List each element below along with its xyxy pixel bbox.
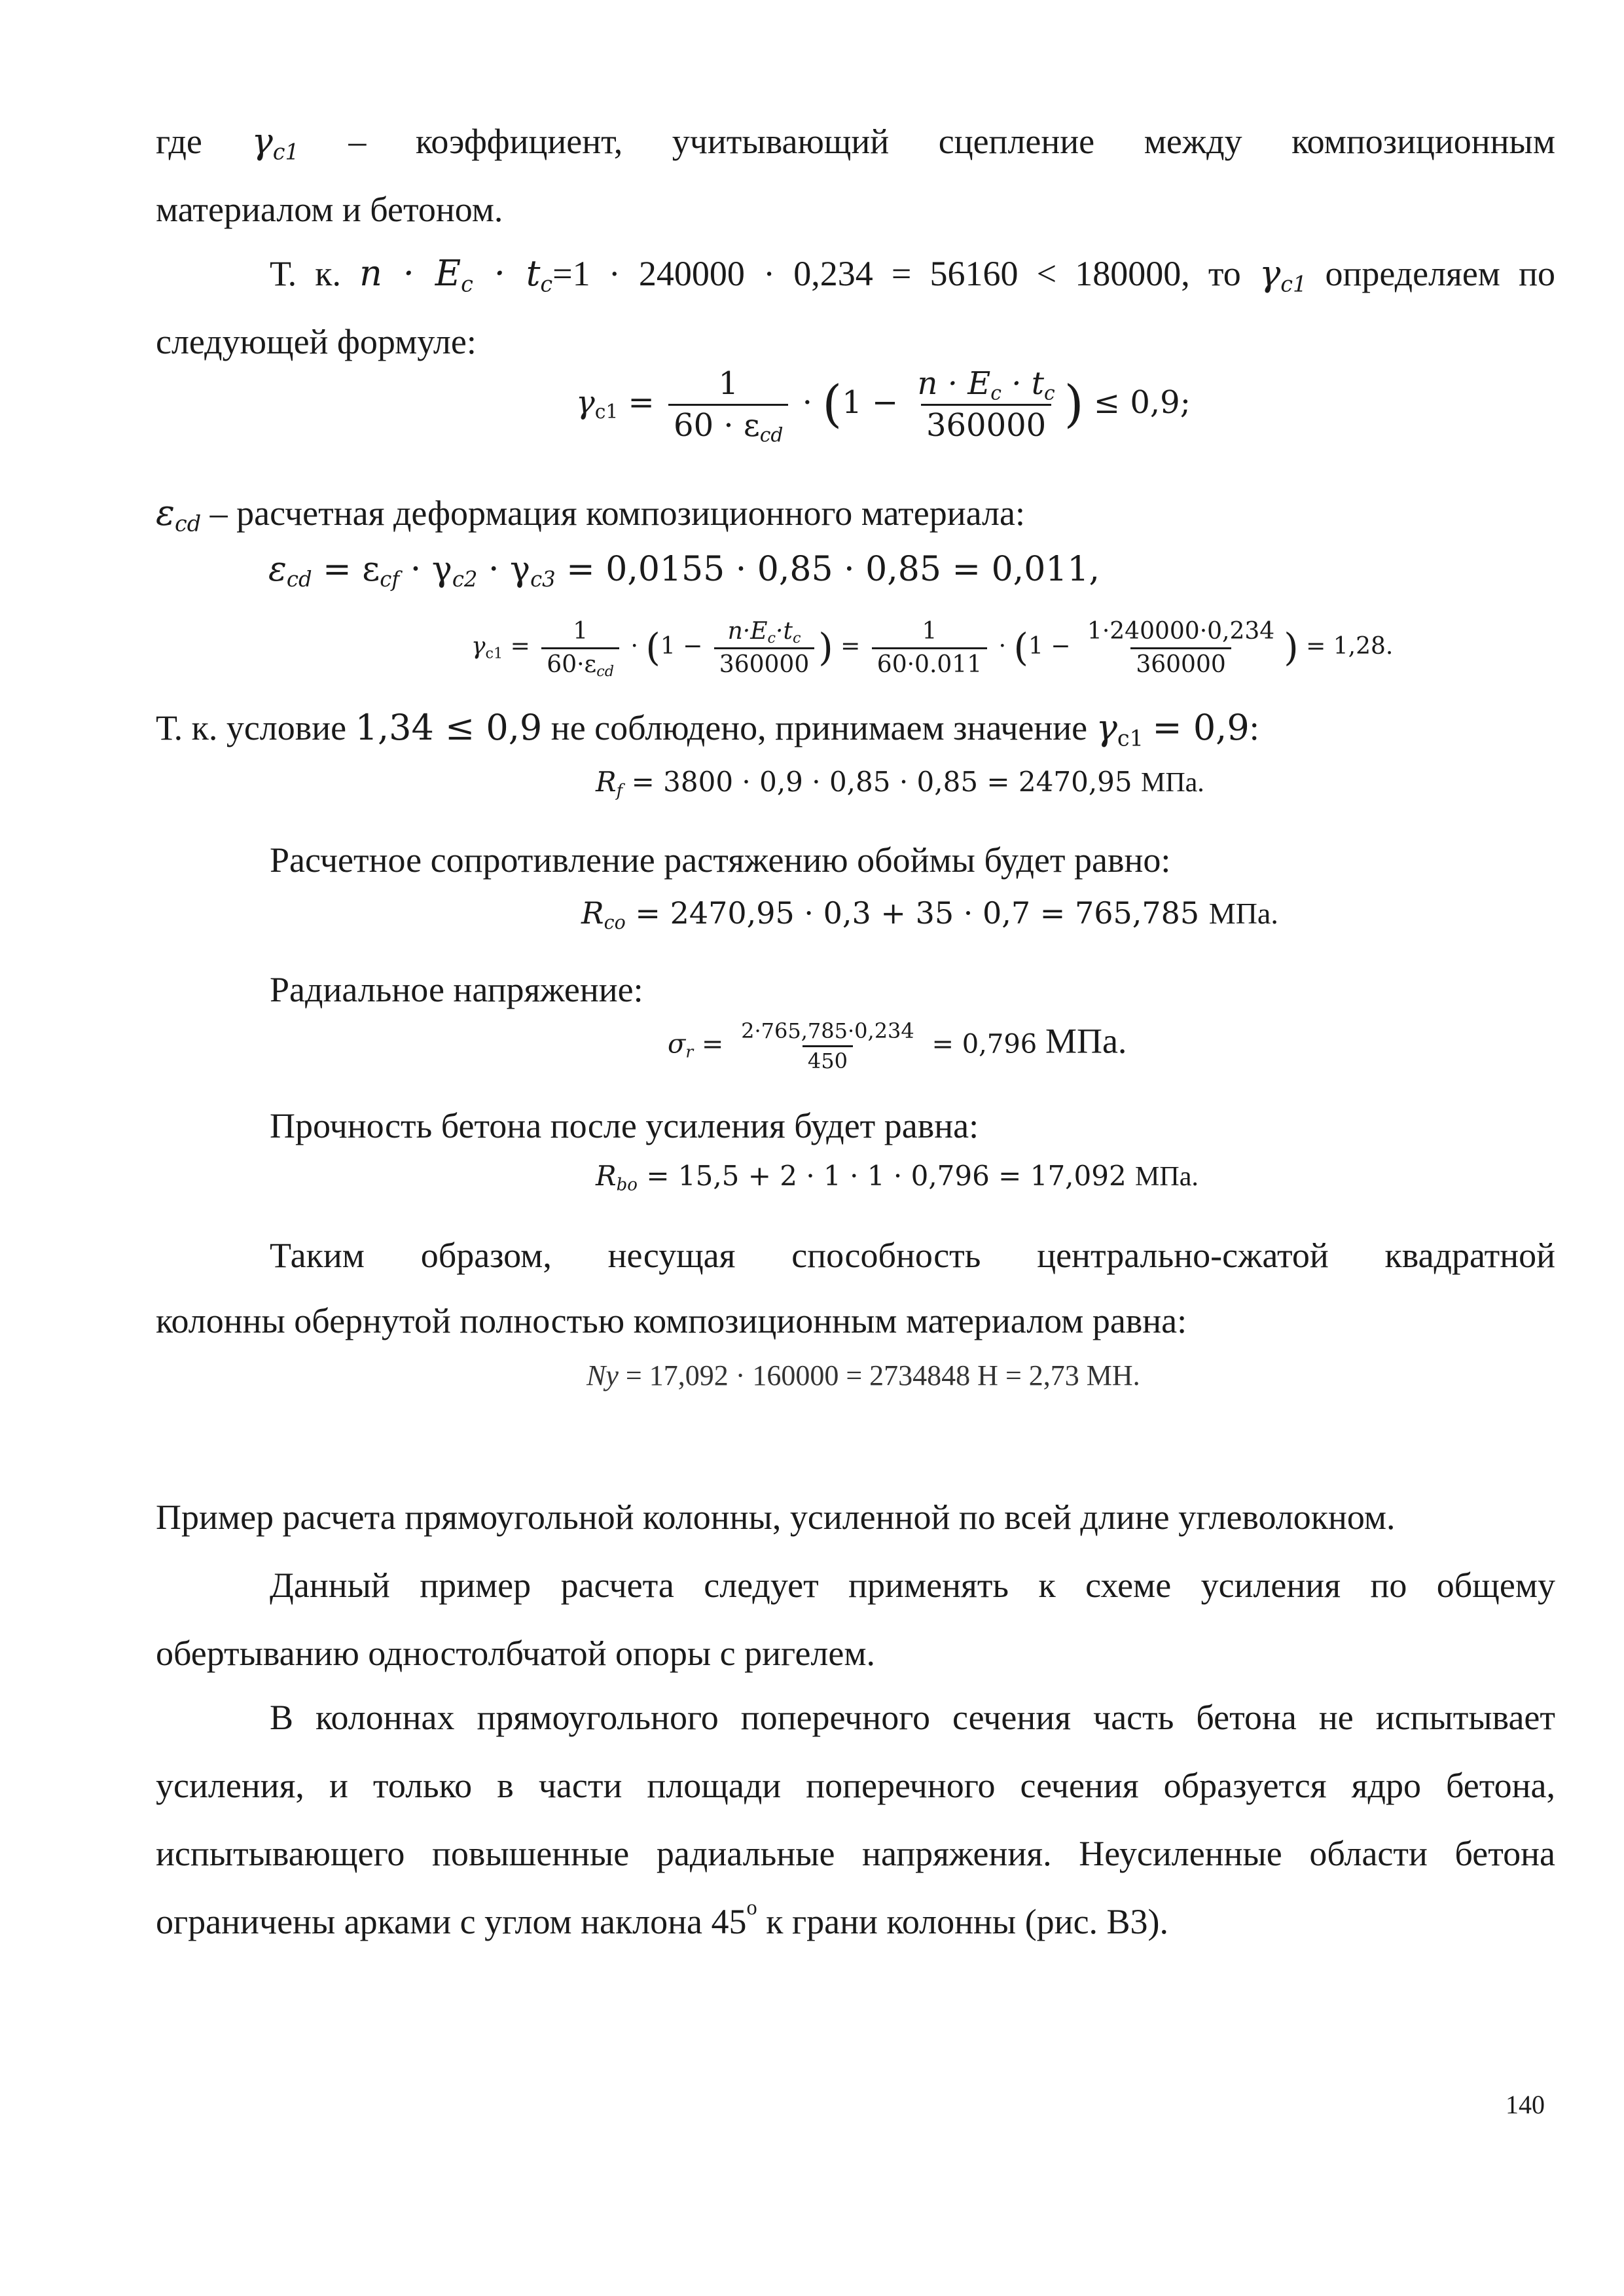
para-gamma-def-line2: материалом и бетоном. — [156, 190, 503, 229]
para-rco-intro: Расчетное сопротивление растяжению обоймы будет равно: — [270, 840, 1171, 880]
para-rect-columns — [156, 1683, 1555, 1956]
equation-sigma-r: $\sigma_r$ = $\frac{2\cdot 765,785\cdot 0,234}{450}$ = 0,796 МПа. — [668, 1018, 1127, 1074]
text: – коэффициент, учитывающий сцепление между композиционным — [348, 122, 1555, 161]
math-gamma-c1: $\gamma_{c1}$ — [251, 120, 299, 165]
text: к грани колонны (рис. В3). — [757, 1902, 1169, 1941]
text: Т. к. условие — [156, 708, 347, 747]
text: Т. к. — [270, 254, 341, 293]
para-eps-def: $\varepsilon_{cd}$ – расчетная деформация композиционного материала: — [156, 492, 1025, 537]
text: – расчетная деформация композиционного материала: — [209, 493, 1025, 533]
equation-gamma-c1-calc: $\gamma_{c1}$ = $\frac{1}{60\cdot\varepsilon_{cd}}$ · (1 − $\frac{n\cdot E_c\cdot t_c}{360000}$ ) = $\frac{1}{60\cdot 0.011}$ · (1 − $\frac{1\cdot 240000\cdot 0,234}{360000}$ ) = 1,28. — [471, 618, 1394, 680]
para-example-scope: Данный пример расчета следует применять к схеме усиления по общему обертыванию одностолбчатой опоры с ригелем. — [156, 1566, 1555, 1673]
para-example-heading: Пример расчета прямоугольной колонны, усиленной по всей длине углеволокном. — [156, 1498, 1396, 1537]
para-capacity-line1: Таким образом, несущая способность центрально-сжатой квадратной — [270, 1236, 1555, 1275]
math-eps: ε — [156, 492, 175, 533]
equation-eps-cd: $\varepsilon_{cd} = \varepsilon_{cf} \cdot \gamma_{c2} \cdot \gamma_{c3} = 0,0155 \cdot 0,85 \cdot 0,85 = 0,011$, — [268, 550, 1100, 592]
equation-rf: $R_f = 3800 \cdot 0,9 \cdot 0,85 \cdot 0,85 = 2470,95$ МПа. — [596, 766, 1204, 801]
math-condition: 1,34 ≤ 0,9 — [355, 707, 543, 748]
text: где — [156, 122, 202, 161]
equation-rco: $R_{co} = 2470,95 \cdot 0,3 + 35 \cdot 0,7 = 765,785$ МПа. — [581, 895, 1278, 933]
equation-gamma-c1-formula: $\gamma_{c1}$ = $\frac{1}{60 \cdot \varepsilon_{cd}}$ · (1 − $\frac{n \cdot E_c \cdot t_c}{360000}$ ) ≤ 0,9; — [576, 365, 1191, 447]
text: В колоннах прямоугольного поперечного сечения часть бетона не испытывает усиления, и только в части площади поперечного сечения образуется ядро бетона, испытывающего повышенные радиальные напряжения. Неусиленные области бетона ограничены арками с углом наклона 45 — [156, 1698, 1555, 1941]
text: определяем по — [1325, 254, 1556, 293]
para-condition-line2: следующей формуле: — [156, 322, 477, 361]
degree-sign: o — [746, 1895, 757, 1920]
math-gamma-c1: $\gamma_{c1}$ — [1259, 253, 1307, 297]
para-capacity-line2: колонны обернутой полностью композиционным материалом равна: — [156, 1301, 1187, 1340]
para-concrete-strength: Прочность бетона после усиления будет равна: — [270, 1106, 979, 1145]
equation-ny: Ny = 17,092 · 160000 = 2734848 Н = 2,73 МН. — [586, 1359, 1140, 1391]
text: =1 · 240000 · 0,234 = 56160 < 180000, то — [552, 254, 1241, 293]
para-gamma-def-line1 — [156, 107, 1555, 175]
para-condition-check: Т. к. условие 1,34 ≤ 0,9 не соблюдено, принимаем значение $\gamma_{c1} = 0,9$: — [156, 707, 1259, 751]
para-radial-stress: Радиальное напряжение: — [270, 970, 643, 1009]
page-number: 140 — [1506, 2090, 1545, 2119]
para-condition-line1 — [270, 240, 1555, 308]
text: не соблюдено, принимаем значение — [550, 708, 1088, 747]
equation-rbo: $R_{bo} = 15,5 + 2 \cdot 1 \cdot 1 \cdot 0,796 = 17,092$ МПа. — [596, 1160, 1199, 1195]
math-n-ec-tc: $n \cdot E_c \cdot t_c$ — [359, 253, 553, 297]
